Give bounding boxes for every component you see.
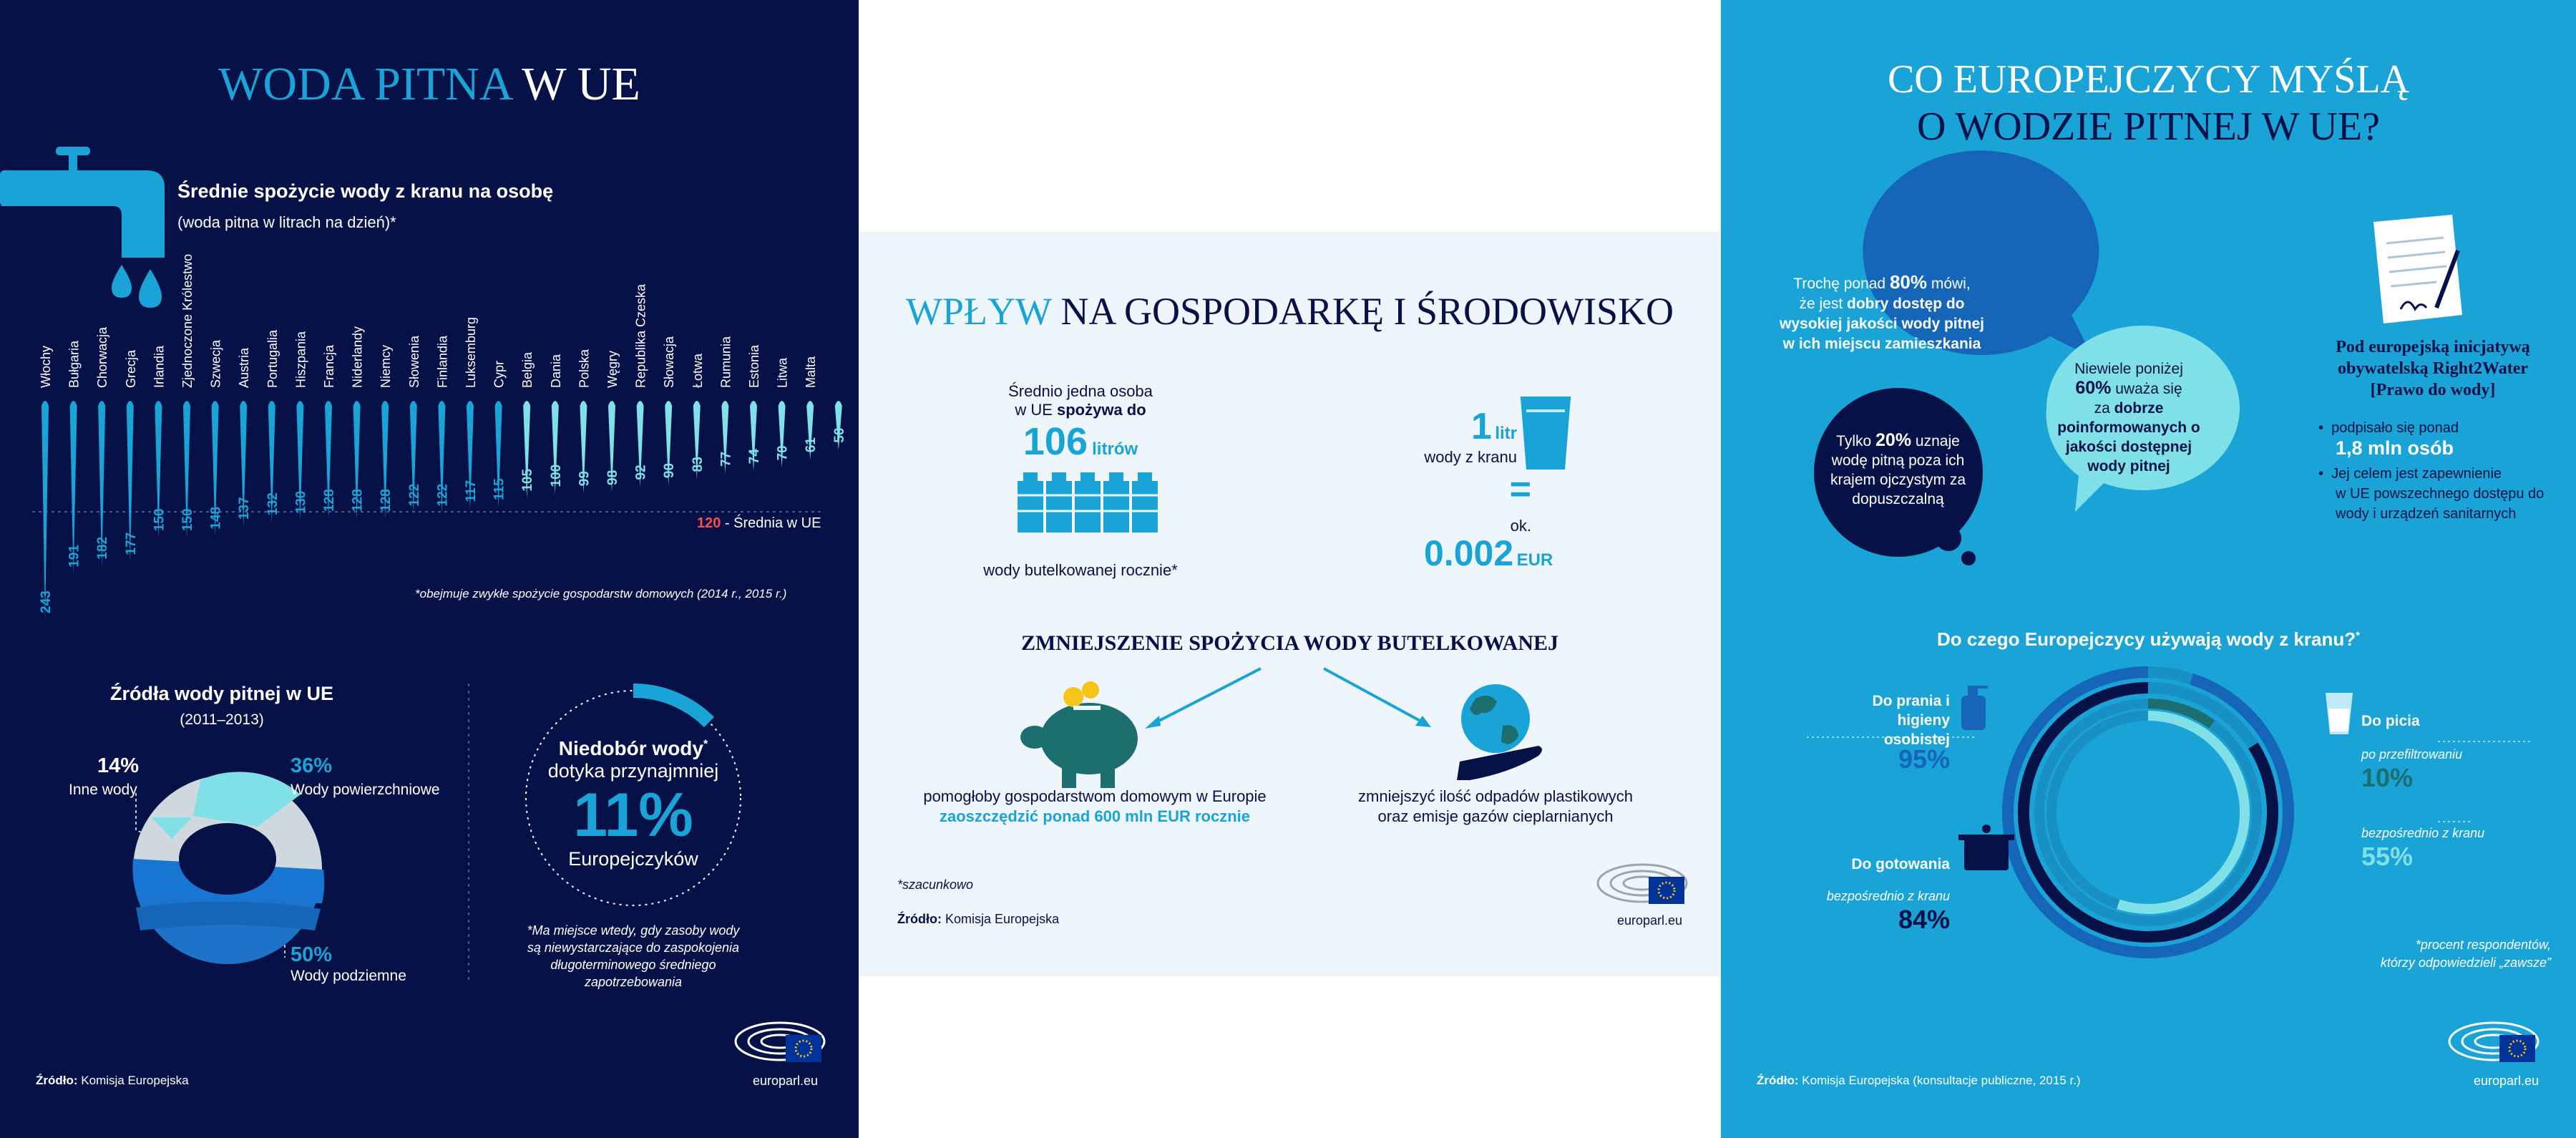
consumption-value-label: 105 bbox=[520, 468, 536, 492]
opinions-source bbox=[1757, 1074, 2081, 1088]
country-label: Węgry bbox=[605, 350, 620, 388]
cook-label: Do gotowania bbox=[1851, 856, 1950, 872]
country-label: Estonia bbox=[747, 344, 761, 388]
cook-sub: bezpośrednio z kranu bbox=[1826, 889, 1950, 903]
initiative-bullet-2: • Jej celem jest zapewnienie bbox=[2318, 466, 2502, 482]
panel-drinking-water bbox=[0, 0, 859, 1138]
bubble-60-l1: Niewiele poniżej bbox=[2074, 361, 2183, 377]
country-label: Łotwa bbox=[690, 353, 705, 388]
europarl-link[interactable]: europarl.eu bbox=[1617, 913, 1683, 928]
europarl-link[interactable]: europarl.eu bbox=[2474, 1074, 2540, 1088]
country-label: Rumunia bbox=[718, 336, 733, 388]
bubble-60-l3b: dobrze bbox=[2114, 400, 2164, 417]
bubble-80-l1a: Trochę ponad bbox=[1793, 276, 1886, 292]
country-label: Finlandia bbox=[435, 335, 450, 388]
country-label: Niderlandy bbox=[350, 326, 365, 388]
country-label: Niemcy bbox=[379, 344, 394, 388]
country-label: Austria bbox=[237, 347, 252, 388]
country-label: Luksemburg bbox=[464, 316, 478, 388]
consumption-value-label: 99 bbox=[577, 471, 592, 487]
bubble-60-l6: wody pitnej bbox=[2087, 458, 2170, 475]
signatures-count: 1,8 mln osób bbox=[2336, 437, 2454, 459]
approx-label: ok. bbox=[1510, 517, 1531, 535]
initiative-bullet-2c: wody i urządzeń sanitarnych bbox=[2336, 506, 2517, 522]
bubble-80-l3: wysokiej jakości wody pitnej bbox=[1780, 316, 1984, 332]
sources-years: (2011–2013) bbox=[180, 711, 264, 728]
drink-label: Do picia bbox=[2361, 713, 2420, 729]
surface-water-pct: 36% bbox=[291, 754, 333, 777]
drink-filtered-pct: 10% bbox=[2361, 763, 2414, 792]
price-currency: EUR bbox=[1516, 550, 1553, 570]
source bbox=[36, 1074, 189, 1088]
source-label: Źródło: bbox=[36, 1074, 78, 1087]
bottled-litres-value: 106 bbox=[1023, 420, 1088, 463]
consumption-value-label: 148 bbox=[208, 507, 224, 530]
consumption-value-label: 137 bbox=[237, 497, 253, 520]
country-label: Słowacja bbox=[662, 336, 677, 388]
country-label: Hiszpania bbox=[293, 331, 308, 388]
savings-amount: zaoszczędzić ponad 600 mln EUR rocznie bbox=[939, 807, 1250, 825]
drink-filtered-sub: po przefiltrowaniu bbox=[2361, 747, 2463, 762]
source-text: Komisja Europejska bbox=[81, 1074, 189, 1087]
opinions-title-line1: CO EUROPEJCZYCY MYŚLĄ bbox=[1887, 57, 2410, 102]
bubble-20-l1a: Tylko bbox=[1836, 433, 1872, 449]
shortage-note-line: *Ma miejsce wtedy, gdy zasoby wody bbox=[527, 923, 740, 938]
consumption-value-label: 70 bbox=[775, 445, 791, 461]
shortage-note-line: zapotrzebowania bbox=[584, 975, 683, 989]
country-label: Belgia bbox=[520, 351, 535, 388]
other-water-pct: 14% bbox=[97, 754, 140, 777]
reduce-title: ZMNIEJSZENIE SPOŻYCIA WODY BUTELKOWANEJ bbox=[1021, 631, 1558, 655]
consumption-value-label: 122 bbox=[435, 483, 451, 507]
drink-tap-sub: bezpośrednio z kranu bbox=[2361, 826, 2485, 840]
title-rest: W UE bbox=[522, 58, 640, 110]
consumption-value-label: 61 bbox=[804, 437, 819, 453]
cook-pct: 84% bbox=[1898, 905, 1950, 934]
country-label: Litwa bbox=[775, 357, 790, 388]
country-label: Zjednoczone Królestwo bbox=[180, 253, 195, 388]
consumption-value-label: 98 bbox=[605, 470, 620, 485]
ep-logo bbox=[859, 232, 1721, 976]
consumption-value-label: 128 bbox=[322, 489, 337, 512]
wash-pct: 95% bbox=[1898, 744, 1950, 774]
bubble-20-l1b: uznaje bbox=[1915, 433, 1960, 449]
shortage-asterisk: * bbox=[703, 738, 708, 751]
person-line1: Średnio jedna osoba bbox=[1008, 382, 1153, 400]
consumption-value-label: 191 bbox=[67, 545, 82, 568]
liter-subtitle: wody z kranu bbox=[1424, 448, 1517, 466]
shortage-title: Niedobór wody bbox=[558, 737, 703, 759]
country-label: Republika Czeska bbox=[633, 283, 648, 388]
economy-title-accent: WPŁYW bbox=[905, 290, 1051, 333]
consumption-value-label: 128 bbox=[379, 489, 394, 512]
bubble-20-l4: dopuszczalną bbox=[1852, 491, 1944, 507]
waste-text-2: oraz emisje gazów cieplarnianych bbox=[1377, 807, 1614, 825]
country-label: Włochy bbox=[39, 345, 53, 388]
economy-card bbox=[859, 232, 1721, 976]
country-label: Szwecja bbox=[208, 339, 223, 388]
country-label: Francja bbox=[322, 344, 336, 388]
bubble-60-l5: jakości dostępnej bbox=[2065, 439, 2192, 455]
bubble-20-l2: wodę pitną poza ich bbox=[1831, 452, 1965, 469]
eu-average-text: - Średnia w UE bbox=[724, 515, 821, 531]
ep-logo bbox=[0, 0, 859, 1138]
consumption-value-label: 115 bbox=[492, 478, 507, 500]
consumption-value-label: 128 bbox=[350, 489, 366, 512]
shortage-note-line: są niewystarczające do zaspokojenia bbox=[527, 940, 740, 955]
person-line3: wody butelkowanej rocznie* bbox=[983, 561, 1178, 579]
country-label: Portugalia bbox=[265, 329, 280, 388]
initiative-title-1: Pod europejską inicjatywą bbox=[2336, 338, 2530, 356]
economy-source-text: Komisja Europejska bbox=[945, 912, 1060, 926]
ground-water-pct: 50% bbox=[291, 943, 333, 966]
country-label: Grecja bbox=[123, 349, 138, 388]
country-label: Irlandia bbox=[152, 345, 167, 388]
price-value: 0.002 bbox=[1424, 533, 1514, 573]
other-water-label: Inne wody bbox=[69, 782, 137, 798]
economy-title-rest: NA GOSPODARKĘ I ŚRODOWISKO bbox=[1060, 290, 1674, 333]
consumption-value-label: 92 bbox=[633, 465, 649, 480]
consumption-value-label: 132 bbox=[265, 492, 280, 515]
consumption-value-label: 90 bbox=[662, 462, 678, 479]
use-title-asterisk: * bbox=[2356, 629, 2360, 642]
title-accent: WODA PITNA bbox=[218, 58, 511, 110]
consumption-footnote: *obejmuje zwykłe spożycie gospodarstw domowych (2014 r., 2015 r.) bbox=[415, 587, 787, 600]
consumption-value-label: 83 bbox=[690, 457, 706, 472]
consumption-value-label: 77 bbox=[718, 451, 734, 467]
panel-opinions bbox=[1721, 0, 2576, 1138]
wash-label-1: Do prania i bbox=[1872, 693, 1950, 709]
consumption-value-label: 117 bbox=[464, 480, 479, 502]
bubble-20-l3: krajem ojczystym za bbox=[1830, 472, 1966, 488]
eu-average-value: 120 bbox=[697, 515, 721, 531]
panel-economy bbox=[859, 0, 1721, 1138]
ground-water-label: Wody podziemne bbox=[291, 968, 406, 984]
country-label: Dania bbox=[548, 354, 563, 388]
sources-title: Źródła wody pitnej w UE bbox=[109, 683, 334, 704]
consumption-value-label: 100 bbox=[548, 464, 564, 487]
opinions-source-text: Komisja Europejska (konsultacje publiczne, 2015 r.) bbox=[1802, 1074, 2081, 1087]
bubble-60-pct: 60% bbox=[2075, 378, 2112, 398]
shortage-note-line: długoterminowego średniego bbox=[550, 958, 716, 972]
opinions-title-line2: O WODZIE PITNEJ W UE? bbox=[1916, 104, 2380, 149]
consumption-value-label: 122 bbox=[406, 483, 422, 507]
bubble-80-l4: w ich miejscu zamieszkania bbox=[1782, 336, 1981, 352]
economy-source-label: Źródło: bbox=[897, 912, 942, 926]
bubble-80-pct: 80% bbox=[1889, 271, 1927, 293]
respondents-note-2: którzy odpowiedzieli „zawsze” bbox=[2380, 955, 2551, 970]
bottled-litres-unit: litrów bbox=[1092, 439, 1138, 459]
consumption-value-label: 74 bbox=[747, 449, 762, 465]
bubble-60-l3a: za bbox=[2094, 400, 2110, 417]
country-label: Polska bbox=[577, 349, 592, 388]
consumption-value-label: 130 bbox=[293, 490, 309, 514]
bubble-80-l1b: mówi, bbox=[1931, 276, 1971, 292]
shortage-line3: Europejczyków bbox=[568, 848, 698, 870]
initiative-bullet-2a: Jej celem jest zapewnienie bbox=[2331, 466, 2502, 482]
consumption-value-label: 182 bbox=[95, 536, 111, 560]
shortage-line2: dotyka przynajmniej bbox=[547, 760, 719, 782]
europarl-link[interactable]: europarl.eu bbox=[753, 1074, 819, 1088]
person-line2b: spożywa do bbox=[1057, 401, 1146, 419]
equals-sign: = bbox=[1509, 469, 1531, 510]
shortage-value: 11% bbox=[573, 781, 693, 850]
surface-water-label: Wody powierzchniowe bbox=[291, 782, 440, 798]
initiative-bullet-2b: w UE powszechnego dostępu do bbox=[2336, 486, 2545, 502]
bubble-20-pct: 20% bbox=[1875, 430, 1912, 450]
consumption-value-label: 177 bbox=[123, 532, 139, 555]
liter-unit: litr bbox=[1495, 424, 1517, 443]
consumption-subtitle: (woda pitna w litrach na dzień)* bbox=[177, 213, 396, 231]
estimate-note: *szacunkowo bbox=[897, 877, 974, 892]
bubble-80-l2a: że jest bbox=[1799, 296, 1843, 312]
savings-text: pomogłoby gospodarstwom domowym w Europie bbox=[923, 787, 1267, 805]
consumption-value-label: 150 bbox=[152, 508, 167, 532]
waste-text-1: zmniejszyć ilość odpadów plastikowych bbox=[1358, 787, 1633, 805]
consumption-title: Średnie spożycie wody z kranu na osobę bbox=[177, 180, 554, 202]
liter-number: 1 bbox=[1470, 406, 1492, 447]
consumption-value-label: 150 bbox=[180, 508, 195, 532]
initiative-title-2: obywatelską Right2Water bbox=[2338, 359, 2528, 378]
initiative-bullet-1: • podpisało się ponad bbox=[2318, 420, 2459, 436]
initiative-title-3: [Prawo do wody] bbox=[2370, 381, 2496, 399]
country-label: Słowenia bbox=[406, 335, 421, 388]
country-label: Cypr bbox=[492, 360, 507, 388]
ep-logo bbox=[1721, 0, 2576, 1138]
bubble-80-l2b: dobry dostęp do bbox=[1847, 296, 1965, 312]
initiative-bullet-1a: podpisało się ponad bbox=[2331, 420, 2459, 436]
country-label: Bułgaria bbox=[67, 340, 82, 388]
country-label: Chorwacja bbox=[95, 326, 110, 388]
country-label: Malta bbox=[804, 356, 819, 388]
bubble-60-l2: uważa się bbox=[2115, 381, 2182, 397]
wash-label-2: higieny osobistej bbox=[1883, 712, 1950, 748]
person-line2a: w UE bbox=[1015, 401, 1053, 419]
drink-tap-pct: 55% bbox=[2361, 842, 2414, 871]
consumption-value-label: 50 bbox=[831, 427, 847, 443]
respondents-note-1: *procent respondentów, bbox=[2415, 938, 2551, 952]
consumption-value-label: 243 bbox=[39, 590, 54, 613]
opinions-source-label: Źródło: bbox=[1757, 1074, 1799, 1087]
bubble-60-l4: poinformowanych o bbox=[2057, 419, 2200, 436]
use-title-text: Do czego Europejczycy używają wody z kranu? bbox=[1937, 628, 2356, 650]
